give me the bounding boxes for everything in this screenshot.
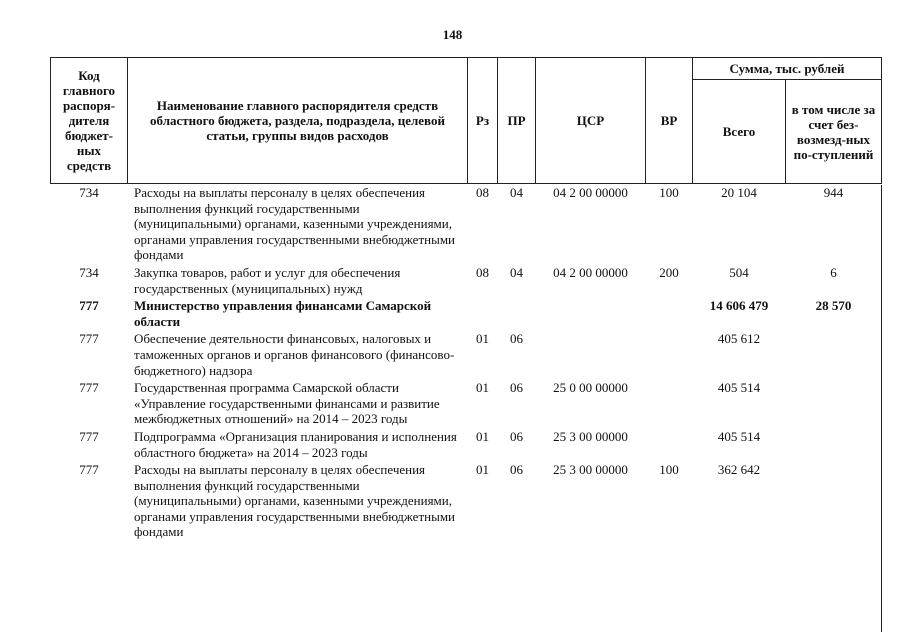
cell-free: 6 [830, 264, 837, 280]
table-row [51, 461, 882, 541]
cell-free [786, 428, 882, 461]
cell-csr: 25 3 00 00000 [553, 462, 628, 478]
cell-free [786, 330, 882, 379]
cell-vr [646, 297, 693, 330]
cell-csr: 04 2 00 00000 [553, 185, 628, 200]
cell-pr: 06 [510, 331, 523, 347]
table-row [51, 264, 882, 297]
header-free: в том числе за счет без-возмезд-ных по-ступлений [786, 80, 882, 184]
cell-code: 777 [79, 331, 99, 347]
cell-total: 405 514 [717, 380, 761, 396]
cell-rz: 01 [476, 428, 489, 444]
cell-total: 20 104 [721, 185, 757, 200]
cell-code: 777 [79, 428, 99, 444]
header-pr: ПР [498, 58, 536, 184]
cell-csr: 04 2 00 00000 [553, 264, 628, 280]
budget-table [50, 57, 882, 541]
table-header [51, 58, 882, 184]
header-sum: Сумма, тыс. рублей [693, 58, 882, 80]
cell-total: 405 612 [717, 331, 761, 347]
page-number: 148 [442, 27, 463, 42]
header-vr: ВР [646, 58, 693, 184]
table-body [51, 184, 882, 542]
cell-code: 777 [79, 462, 99, 478]
cell-name: Обеспечение деятельности финансовых, налоговых и таможенных органов и органов финансового (финансово-бюджетного) надзора [134, 331, 455, 378]
cell-name: Расходы на выплаты персоналу в целях обеспечения выполнения функций государственными (муниципальными) органами, казенными учреждениями, органами управления государственными внебюджетными фондами [134, 462, 456, 540]
cell-vr [646, 379, 693, 428]
header-code: Код главного распоря-дителя бюджет-ных средств [51, 58, 128, 184]
header-total: Всего [693, 80, 786, 184]
cell-csr: 25 0 00 00000 [553, 380, 628, 396]
cell-pr: 04 [510, 185, 523, 200]
cell-name: Министерство управления финансами Самарской области [134, 298, 432, 329]
cell-name: Государственная программа Самарской области «Управление государственными финансами и развитие межбюджетных отношений» на 2014 – 2023 годы [134, 380, 440, 427]
cell-free [786, 379, 882, 428]
cell-code: 777 [79, 298, 99, 314]
cell-free: 28 570 [815, 298, 852, 314]
cell-vr: 100 [659, 185, 679, 200]
cell-rz: 01 [476, 331, 489, 347]
header-name: Наименование главного распорядителя средств областного бюджета, раздела, подраздела, целевой статьи, группы видов расходов [128, 58, 468, 184]
table-row [51, 184, 882, 264]
table-right-border [881, 185, 882, 632]
cell-name: Закупка товаров, работ и услуг для обеспечения государственных (муниципальных) нужд [134, 264, 401, 296]
cell-pr: 06 [510, 462, 523, 478]
table-row [51, 428, 882, 461]
cell-csr [536, 297, 646, 330]
cell-pr: 04 [510, 264, 523, 280]
cell-name: Подпрограмма «Организация планирования и исполнения областного бюджета» на 2014 – 2023 годы [134, 428, 457, 460]
header-csr: ЦСР [536, 58, 646, 184]
cell-code: 734 [79, 185, 99, 200]
cell-vr [646, 330, 693, 379]
table-row [51, 297, 882, 330]
cell-rz [468, 297, 498, 330]
cell-rz: 08 [476, 264, 489, 280]
table-row [51, 330, 882, 379]
cell-rz: 08 [476, 185, 489, 200]
cell-total: 405 514 [717, 428, 761, 444]
cell-rz: 01 [476, 380, 489, 396]
header-rz: Рз [468, 58, 498, 184]
cell-vr [646, 428, 693, 461]
cell-code: 734 [79, 264, 99, 280]
cell-vr: 200 [659, 264, 679, 280]
cell-rz: 01 [476, 462, 489, 478]
cell-code: 777 [79, 380, 99, 396]
cell-vr: 100 [659, 462, 679, 478]
table-row [51, 379, 882, 428]
cell-free: 944 [823, 185, 844, 200]
cell-pr: 06 [510, 380, 523, 396]
cell-csr [536, 330, 646, 379]
cell-name: Расходы на выплаты персоналу в целях обеспечения выполнения функций государственными (муниципальными) органами, казенными учреждениями, органами управления государственными внебюджетными фондами [134, 185, 456, 263]
cell-pr [498, 297, 536, 330]
cell-total: 504 [729, 264, 749, 280]
cell-csr: 25 3 00 00000 [553, 428, 628, 444]
cell-free [786, 461, 882, 541]
cell-total: 14 606 479 [709, 298, 769, 314]
cell-total: 362 642 [717, 462, 761, 478]
cell-pr: 06 [510, 428, 523, 444]
